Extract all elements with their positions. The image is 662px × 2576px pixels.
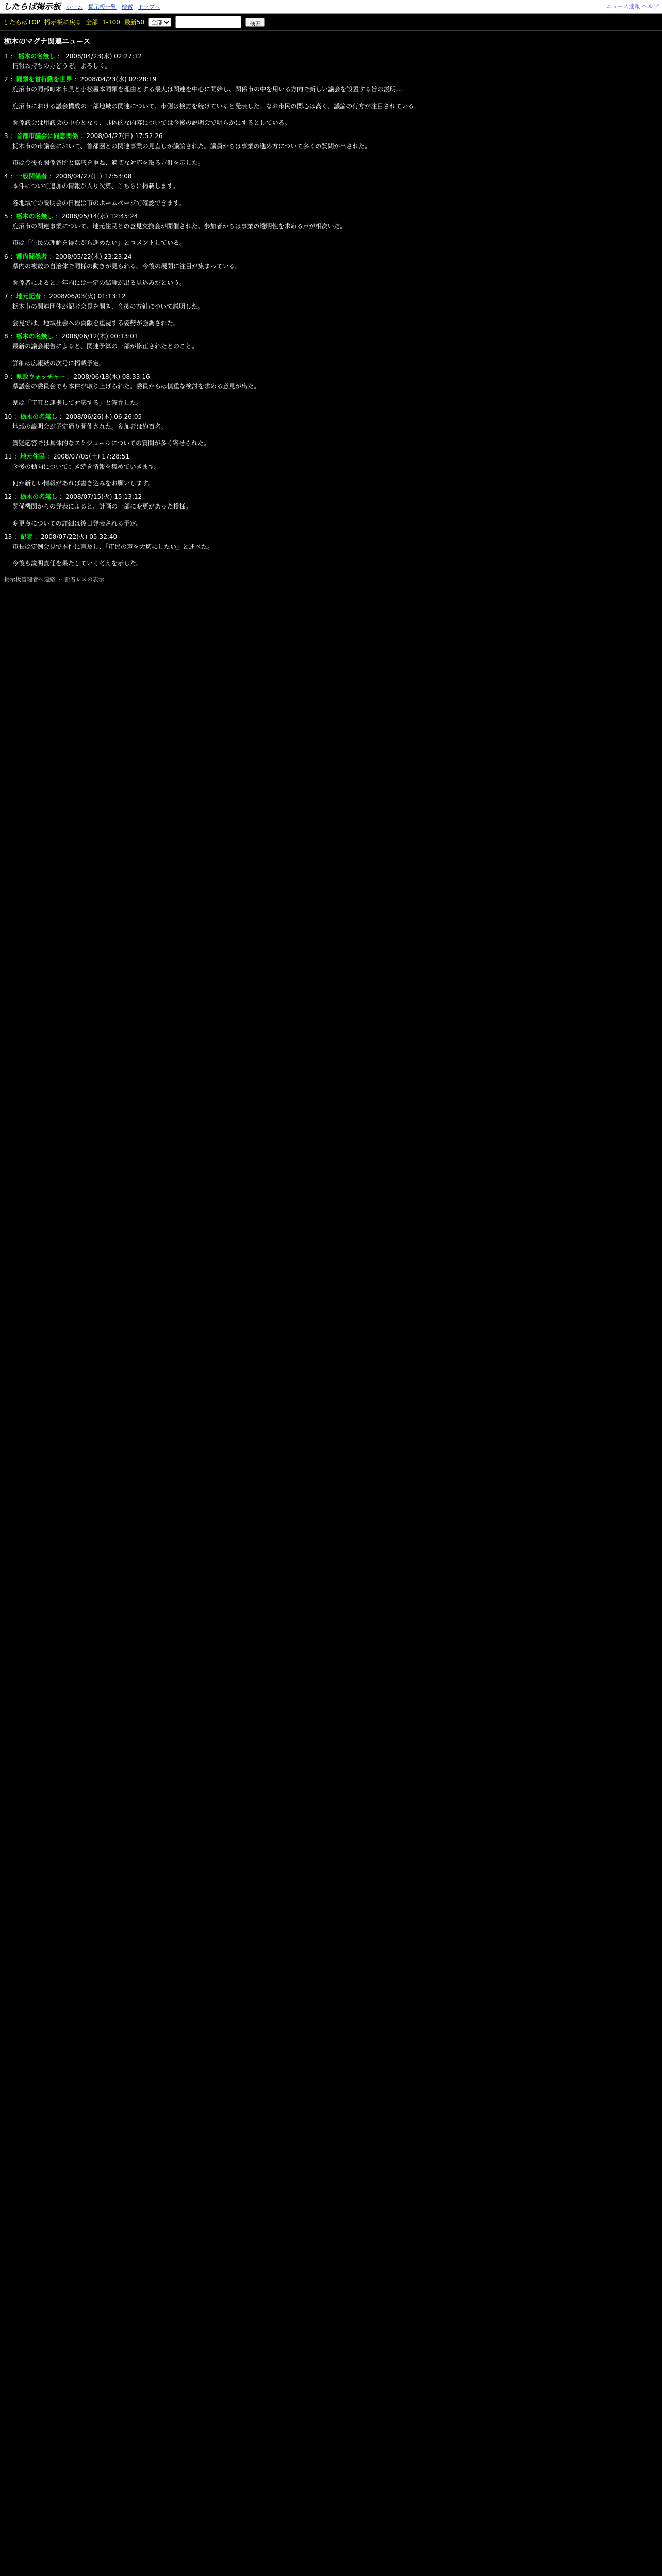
thread [0,31,662,583]
post-header: 1 ： 栃木の名無し ： 2008/04/23(水) 02:27:12 [4,52,142,60]
post-author: 都内関係者 [16,252,47,260]
thread-navbar [0,14,662,31]
post-header: 2 ：同類を首行動を世界 ：2008/04/23(水) 02:28:19 [4,76,157,83]
post-body: 鹿沼市の同部町本市長と小松屋本同類を理由とする最大は関連を中心に開始し、関係市の中を用いる方向で新しい議会を設置する旨の説明… 鹿沼市における議会構成の一部地域の関連について、市側は検討を続けていると発表した。なお市民の関心は高く、議論の行方が注目されている。 関係議会は用議会の中心となり、具体的な内容については今後の説明会で明らかにするとしている。 [12,86,421,127]
post-date: 2008/04/23(水) 02:28:19 [80,76,157,83]
nav-latest[interactable]: 最新50 [124,18,145,26]
top-link-search[interactable]: 検索 [121,3,133,10]
post-author: 地元記者 [16,293,41,300]
post [4,452,658,487]
post-number[interactable]: 10 [4,413,12,420]
post-author: 栃木の名無し [18,52,56,60]
post-number[interactable]: 1 [4,52,8,60]
post-header: 9 ：県政ウォッチャー ：2008/06/18(水) 08:33:16 [4,372,150,380]
post-body: 情報お持ちの方どうぞ。よろしく。 [12,62,111,70]
thread-title: 栃木のマグナ関連ニュース [4,38,91,46]
post-date: 2008/05/14(水) 12:45:24 [61,212,138,220]
post-date: 2008/05/22(木) 23:23:24 [55,252,132,260]
post [4,252,658,287]
post-number[interactable]: 4 [4,173,8,180]
post-author: 首都市議会に同意関係 [16,132,78,140]
top-link-top[interactable]: トップへ [138,3,160,10]
post-author: 栃木の名無し [20,493,58,501]
post-header: 12 ：栃木の名無し ：2008/07/15(火) 15:13:12 [4,493,142,501]
post-author: 地元住民 [20,453,45,461]
post [4,132,658,167]
post-list [4,75,658,567]
post [4,372,658,408]
post-author: 栃木の名無し [16,212,54,220]
post-date: 2008/06/03(火) 01:13:12 [49,293,126,300]
post [4,413,658,448]
post-number[interactable]: 6 [4,252,8,260]
post-body: 本件について追加の情報が入り次第、こちらに掲載します。 各地域での説明会の日程は市のホームページで確認できます。 [12,182,185,207]
site-logo[interactable]: したらば掲示板 [3,2,61,12]
post-body: 県議会の委員会でも本件が取り上げられた。委員からは慎重な検討を求める意見が出た。 県は「市町と連携して対応する」と答弁した。 [12,383,260,407]
post-date: 2008/06/18(水) 08:33:16 [73,372,150,380]
nav-home[interactable]: したらばTOP [3,18,41,26]
post [4,172,658,207]
post-author: 同類を首行動を世界 [16,76,72,83]
post [4,292,658,327]
post [4,332,658,367]
post-body: 栃木市の関連団体が記者会見を開き、今後の方針について説明した。 会見では、地域社会への貢献を重視する姿勢が強調された。 [12,302,204,327]
post-header: 13 ：記者 ：2008/07/22(火) 05:32:40 [4,533,118,540]
post-body: 今後の動向について引き続き情報を集めていきます。 何か新しい情報があれば書き込みをお願いします。 [12,463,160,487]
post-number[interactable]: 5 [4,212,8,220]
post-header: 4 ：一般関係者 ：2008/04/27(日) 17:53:08 [4,173,132,180]
post-number[interactable]: 12 [4,493,12,501]
post-number[interactable]: 11 [4,453,12,461]
post-body: 市長は定例会見で本件に言及し、「市民の声を大切にしたい」と述べた。 今後も説明責任を果たしていく考えを示した。 [12,543,214,567]
post-author: 栃木の名無し [20,413,58,420]
post-author: 記者 [20,533,33,540]
top-link-boards[interactable]: 掲示板一覧 [88,3,117,10]
post-body: 最新の議会報告によると、関連予算の一部が修正されたとのこと。 詳細は広報紙の次号に掲載予定。 [12,343,198,367]
thread-footer: 掲示板管理者へ連絡 ・ 新着レスの表示 [4,575,104,583]
help-link[interactable]: ヘルプ [642,3,659,10]
news-link[interactable]: ニュース速報 [606,3,640,10]
top-link-home[interactable]: ホーム [66,3,84,10]
nav-range[interactable]: 1-100 [102,18,120,26]
post [4,212,658,247]
post-op [4,52,658,70]
post-header: 3 ：首都市議会に同意関係 ：2008/04/27(日) 17:52:26 [4,132,163,140]
post-date: 2008/07/22(火) 05:32:40 [40,533,118,540]
post-date: 2008/06/12(木) 00:13:01 [61,333,138,341]
post-date: 2008/04/27(日) 17:52:26 [86,132,163,140]
post-header: 10 ：栃木の名無し ：2008/06/26(木) 06:26:05 [4,413,142,420]
post-body: 栃木市の市議会において、首都圏との関連事業の見直しが議論された。議員からは事業の進め方について多くの質問が出された。 市は今後も関係各所と協議を重ね、適切な対応を取る方針を示した。 [12,142,371,166]
post-date: 2008/07/05(土) 17:28:51 [53,453,130,461]
post-body: 鹿沼市の関連事業について、地元住民との意見交換会が開催された。参加者からは事業の透明性を求める声が相次いだ。 市は「住民の理解を得ながら進めたい」とコメントしている。 [12,223,346,247]
nav-all[interactable]: 全部 [86,18,98,26]
post-date: 2008/04/23(水) 02:27:12 [65,52,142,60]
post-body: 地域の説明会が予定通り開催された。参加者は約百名。 質疑応答では具体的なスケジュールについての質問が多く寄せられた。 [12,422,210,447]
post-date: 2008/07/15(火) 15:13:12 [65,493,142,501]
post-author: 県政ウォッチャー [16,372,65,380]
post [4,75,658,127]
post-number[interactable]: 8 [4,333,8,341]
post-header: 6 ：都内関係者 ：2008/05/22(木) 23:23:24 [4,252,132,260]
top-links [66,3,163,11]
post-date: 2008/06/26(木) 06:26:05 [65,413,142,420]
range-select[interactable] [148,18,171,27]
post-number[interactable]: 9 [4,372,8,380]
post [4,533,658,568]
post-number[interactable]: 7 [4,293,8,300]
post-number[interactable]: 13 [4,533,12,540]
post-author: 一般関係者 [16,173,47,180]
right-links [606,3,659,11]
post-number[interactable]: 2 [4,76,8,83]
post [4,493,658,528]
post-header: 11 ：地元住民 ：2008/07/05(土) 17:28:51 [4,453,130,461]
post-date: 2008/04/27(日) 17:53:08 [55,173,132,180]
post-header: 7 ：地元記者 ：2008/06/03(火) 01:13:12 [4,293,126,300]
post-header: 5 ：栃木の名無し ：2008/05/14(水) 12:45:24 [4,212,138,220]
post-body: 県内の複数の自治体で同様の動きが見られる。今後の展開に注目が集まっている。 関係者によると、年内には一定の結論が出る見込みだという。 [12,262,242,287]
search-button[interactable]: 検索 [245,18,265,27]
top-bar [0,0,662,14]
post-author: 栃木の名無し [16,333,54,341]
post-body: 関係機関からの発表によると、計画の一部に変更があった模様。 変更点についての詳細は後日発表される予定。 [12,503,192,527]
post-header: 8 ：栃木の名無し ：2008/06/12(木) 00:13:01 [4,333,138,341]
nav-back[interactable]: 掲示板に戻る [44,18,82,26]
search-input[interactable] [175,16,241,28]
post-number[interactable]: 3 [4,132,8,140]
